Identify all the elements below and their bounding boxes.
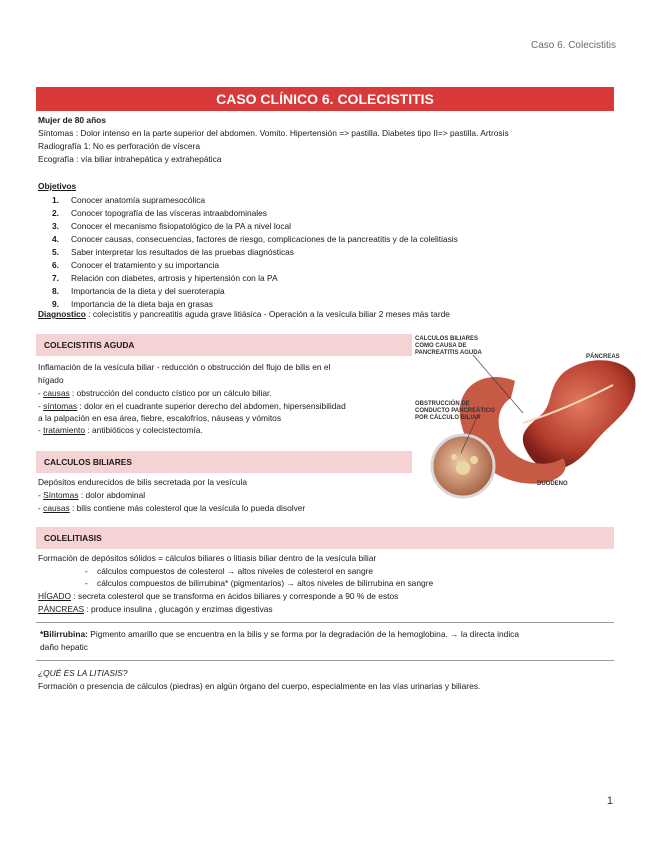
- divider: [36, 660, 614, 661]
- bilirrubina-note: *Bilirrubina: Pigmento amarillo que se encuentra en la bilis y se forma por la degradación de la hemoglobina. → la directa indica: [40, 629, 520, 639]
- list-item: 2. Conocer topografía de las vísceras intraabdominales: [52, 208, 267, 218]
- colecistitis-causas: - causas : obstrucción del conducto cístico por un cálculo biliar.: [38, 388, 272, 398]
- figure-label-obstruccion: OBSTRUCCIÓN DE: [415, 401, 470, 407]
- gallstone-shape: [470, 456, 478, 464]
- figure-label-calculos-2: COMO CAUSA DE: [415, 343, 467, 349]
- patient-line-1: Mujer de 80 años: [38, 115, 106, 125]
- patient-line-3: Radiografía 1: No es perforación de víscera: [38, 141, 201, 151]
- figure-label-duodeno: DUODENO: [537, 481, 568, 487]
- litiasis-answer: Formación o presencia de cálculos (piedras) en algún órgano del cuerpo, especialmente en las vías urinarias y biliares.: [38, 681, 481, 691]
- figure-label-obstruccion-3: POR CÁLCULO BILIAR: [415, 415, 481, 421]
- patient-line-4: Ecografía : vía biliar intrahepática y extrahepática: [38, 154, 222, 164]
- calculos-intro: Depósitos endurecidos de bilis secretada por la vesícula: [38, 477, 248, 487]
- list-item: 6. Conocer el tratamiento y su importancia: [52, 260, 220, 270]
- colecistitis-intro-2: hígado: [38, 375, 64, 385]
- calculos-causas: - causas : bilis contiene más colesterol que la vesícula lo pueda disolver: [38, 503, 306, 513]
- colecistitis-tratamiento: - tratamiento : antibióticos y colecistectomía.: [38, 425, 203, 435]
- diagnosis-text: : colecistitis y pancreatitis aguda grave litiásica - Operación a la vesícula biliar 2 meses más tarde: [85, 309, 450, 319]
- gallstone-shape: [451, 454, 457, 460]
- pancreas-body-shape: [523, 360, 636, 470]
- calculos-sintomas: - Síntomas : dolor abdominal: [38, 490, 146, 500]
- colecistitis-sintomas-2: a la palpación en esa área, fiebre, escalofríos, náuseas y vómitos: [38, 413, 282, 423]
- figure-label-calculos: CALCULOS BILIARES: [415, 336, 478, 342]
- objectives-list: [38, 194, 458, 311]
- list-item: 1. Conocer anatomía supramesocólica: [52, 195, 206, 205]
- colelitiasis-bullet-1: - cálculos compuestos de colesterol → altos niveles de colesterol en sangre: [85, 566, 374, 576]
- gallstone-shape: [456, 461, 470, 475]
- divider: [36, 622, 614, 623]
- patient-line-2: Síntomas : Dolor intenso en la parte superior del abdomen. Vomito. Hipertensión => pastilla. Diabetes tipo II=> pastilla. Artrosis: [38, 128, 509, 138]
- figure-label-obstruccion-2: CONDUCTO PANCREÁTICO: [415, 408, 495, 414]
- colelitiasis-higado: HÍGADO : secreta colesterol que se transforma en ácidos biliares y corresponde a 90 % de estos: [38, 591, 399, 601]
- page-title: CASO CLÍNICO 6. COLECISTITIS: [36, 87, 614, 111]
- figure-label-pancreas: PÁNCREAS: [586, 354, 620, 360]
- section-calculos-heading: CALCULOS BILIARES: [36, 451, 412, 473]
- figure-label-calculos-3: PANCREATITIS AGUDA: [415, 350, 482, 356]
- diagnosis-label: Diagnostico: [38, 309, 86, 319]
- list-item: 3. Conocer el mecanismo fisiopatológico de la PA a nivel local: [52, 221, 292, 231]
- diagnosis-line: [38, 308, 450, 321]
- section-colecistitis-heading: COLECISTITIS AGUDA: [36, 334, 412, 356]
- colelitiasis-intro: Formación de depósitos sólidos = cálculos biliares o litiasis biliar dentro de la vesícula biliar: [38, 553, 377, 563]
- list-item: 9. Importancia de la dieta baja en grasas: [52, 299, 213, 309]
- colecistitis-sintomas: - síntomas : dolor en el cuadrante superior derecho del abdomen, hipersensibilidad: [38, 401, 346, 411]
- page-number: 1: [606, 795, 613, 807]
- list-item: 7. Relación con diabetes, artrosis y hipertensión con la PA: [52, 273, 278, 283]
- pancreas-illustration: [413, 333, 641, 508]
- objectives-heading: Objetivos: [38, 181, 77, 191]
- list-item: 8. Importancia de la dieta y del sueroterapia: [52, 286, 225, 296]
- bilirrubina-note-2: daño hepatic: [40, 642, 88, 652]
- colelitiasis-pancreas: PÁNCREAS : produce insulina , glucagón y enzimas digestivas: [38, 604, 273, 614]
- running-header: Caso 6. Colecistitis: [530, 40, 616, 51]
- litiasis-question: ¿QUÉ ES LA LITIASIS?: [38, 668, 128, 678]
- colecistitis-intro-1: Inflamación de la vesícula biliar - reducción o obstrucción del flujo de bilis en el: [38, 362, 331, 372]
- list-item: 5. Saber interpretar los resultados de las pruebas diagnósticas: [52, 247, 294, 257]
- colelitiasis-bullet-2: - cálculos compuestos de bilirrubina* (pigmentarios) → altos niveles de bilirrubina en sangre: [85, 578, 434, 588]
- section-colelitiasis-heading: COLELITIASIS: [36, 527, 614, 549]
- list-item: 4. Conocer causas, consecuencias, factores de riesgo, complicaciones de la pancreatitis y de la colelitiasis: [52, 234, 458, 244]
